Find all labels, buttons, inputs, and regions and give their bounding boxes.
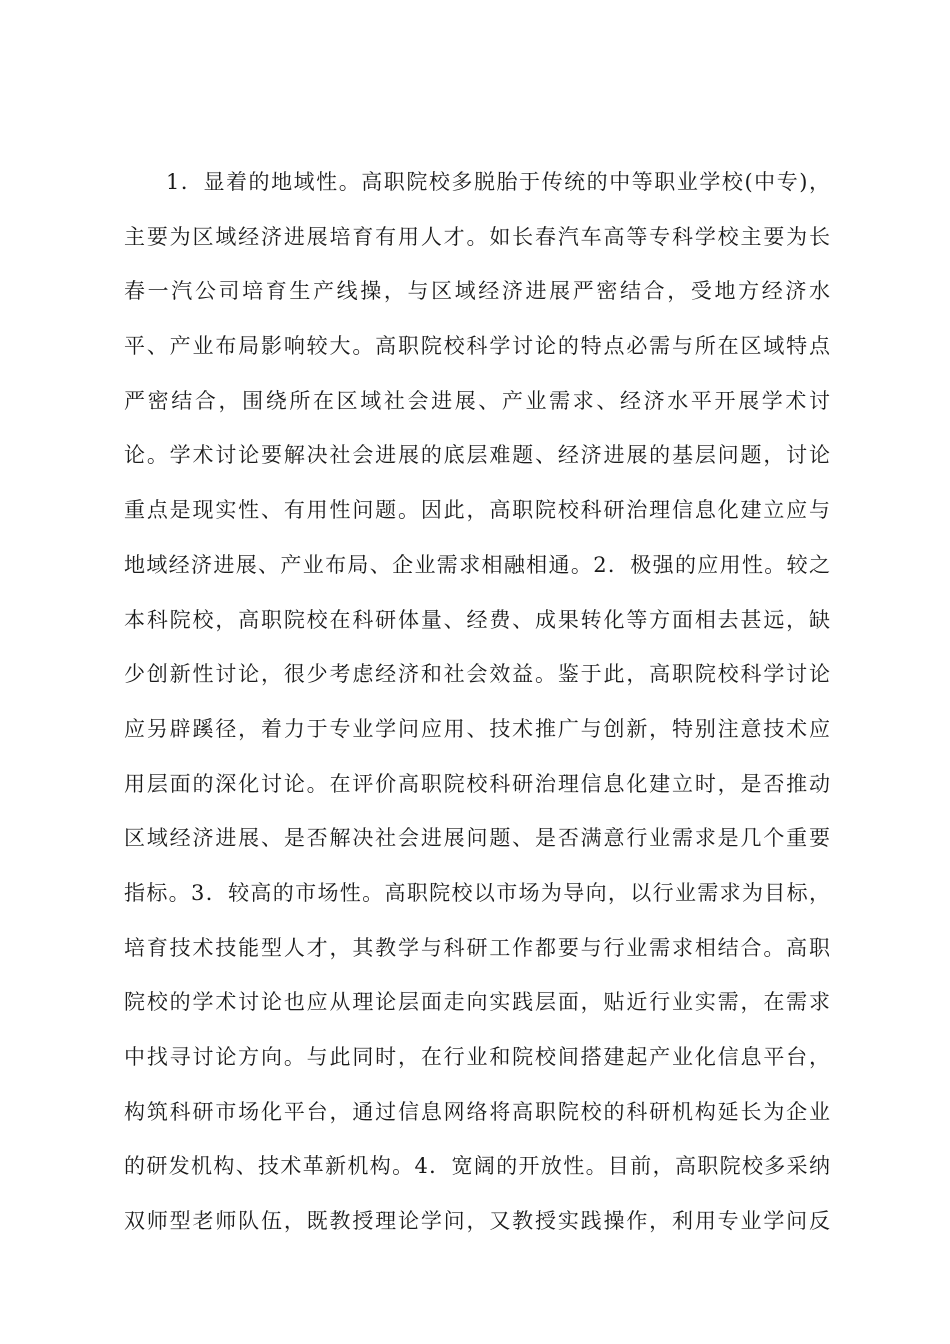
text-line: 平、产业布局影响较大。高职院校科学讨论的特点必需与所在区域特点 (124, 334, 830, 359)
text-line: 应另辟蹊径，着力于专业学问应用、技术推广与创新，特别注意技术应 (124, 716, 830, 741)
text-line: 指标。3．较高的市场性。高职院校以市场为导向，以行业需求为目标， (124, 880, 830, 905)
text-line: 区域经济进展、是否解决社会进展问题、是否满意行业需求是几个重要 (124, 826, 830, 851)
text-line: 双师型老师队伍，既教授理论学问，又教授实践操作，利用专业学问反 (124, 1209, 830, 1234)
text-line: 重点是现实性、有用性问题。因此，高职院校科研治理信息化建立应与 (124, 498, 830, 523)
text-line: 春一汽公司培育生产线操，与区域经济进展严密结合，受地方经济水 (124, 279, 830, 304)
text-line: 院校的学术讨论也应从理论层面走向实践层面，贴近行业实需，在需求 (124, 990, 830, 1015)
text-line: 本科院校，高职院校在科研体量、经费、成果转化等方面相去甚远，缺 (124, 607, 830, 632)
text-line: 构筑科研市场化平台，通过信息网络将高职院校的科研机构延长为企业 (124, 1099, 830, 1124)
text-line: 严密结合，围绕所在区域社会进展、产业需求、经济水平开展学术讨 (124, 388, 830, 413)
text-line: 1．显着的地域性。高职院校多脱胎于传统的中等职业学校(中专)， (166, 170, 830, 194)
text-line: 主要为区域经济进展培育有用人才。如长春汽车高等专科学校主要为长 (124, 224, 830, 249)
text-line: 论。学术讨论要解决社会进展的底层难题、经济进展的基层问题，讨论 (124, 443, 830, 468)
text-line: 中找寻讨论方向。与此同时，在行业和院校间搭建起产业化信息平台， (124, 1045, 830, 1069)
text-line: 用层面的深化讨论。在评价高职院校科研治理信息化建立时，是否推动 (124, 771, 830, 796)
text-line: 地域经济进展、产业布局、企业需求相融相通。2．极强的应用性。较之 (124, 552, 830, 577)
text-line: 的研发机构、技术革新机构。4．宽阔的开放性。目前，高职院校多采纳 (124, 1154, 830, 1179)
body-paragraph (124, 155, 830, 1249)
text-line: 少创新性讨论，很少考虑经济和社会效益。鉴于此，高职院校科学讨论 (124, 662, 830, 687)
text-line: 培育技术技能型人才，其教学与科研工作都要与行业需求相结合。高职 (124, 935, 830, 960)
